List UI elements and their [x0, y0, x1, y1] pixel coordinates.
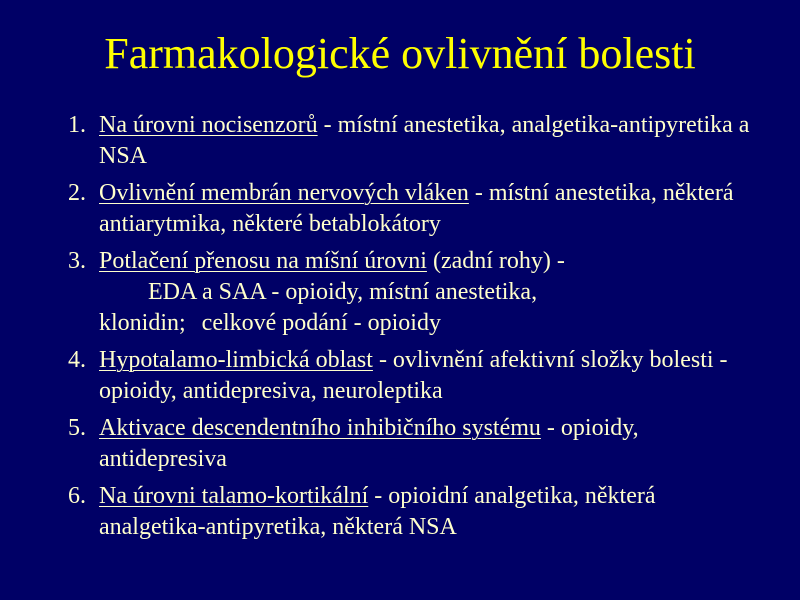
- item-text: - místní anestetika, analgetika-antipyretika a NSA: [99, 112, 750, 169]
- list-item-3: [68, 246, 768, 339]
- item-number: 2.: [68, 180, 86, 206]
- item-text: - místní anestetika, některá antiarytmika, některé betablokátory: [99, 180, 734, 237]
- list-item-5: [68, 413, 768, 475]
- item-number: 6.: [68, 483, 86, 509]
- item-number: 3.: [68, 248, 86, 274]
- slide-title: Farmakologické ovlivnění bolesti: [104, 29, 696, 78]
- item-text: (zadní rohy) -: [426, 248, 565, 274]
- item-text: - opioidy, antidepresiva: [99, 415, 639, 472]
- item-heading-link[interactable]: Aktivace descendentního inhibičního systému: [99, 415, 541, 441]
- item-heading-link[interactable]: Na úrovni nocisenzorů: [99, 112, 318, 138]
- item-heading-link[interactable]: Na úrovni talamo-kortikální: [99, 483, 369, 509]
- item-text: - ovlivnění afektivní složky bolesti - opioidy, antidepresiva, neuroleptika: [99, 347, 728, 404]
- item-text-line-3b: celkové podání - opioidy: [201, 310, 441, 336]
- list-item-1: [68, 110, 768, 172]
- list-item-6: [68, 481, 768, 543]
- item-number: 4.: [68, 347, 86, 373]
- item-heading-link[interactable]: Ovlivnění membrán nervových vláken: [99, 180, 469, 206]
- list-item-2: [68, 178, 768, 240]
- item-heading-link[interactable]: Hypotalamo-limbická oblast: [99, 347, 373, 373]
- item-number: 1.: [68, 112, 86, 138]
- item-number: 5.: [68, 415, 86, 441]
- item-heading-link[interactable]: Potlačení přenosu na míšní úrovni: [99, 248, 427, 274]
- list-item-4: [68, 345, 768, 407]
- item-text-line-2: EDA a SAA - opioidy, místní anestetika,: [148, 279, 538, 305]
- item-text: - opioidní analgetika, některá analgetika-antipyretika, některá NSA: [99, 483, 656, 540]
- item-text-line-3a: klonidin;: [99, 310, 186, 336]
- bullet-list: [68, 110, 768, 549]
